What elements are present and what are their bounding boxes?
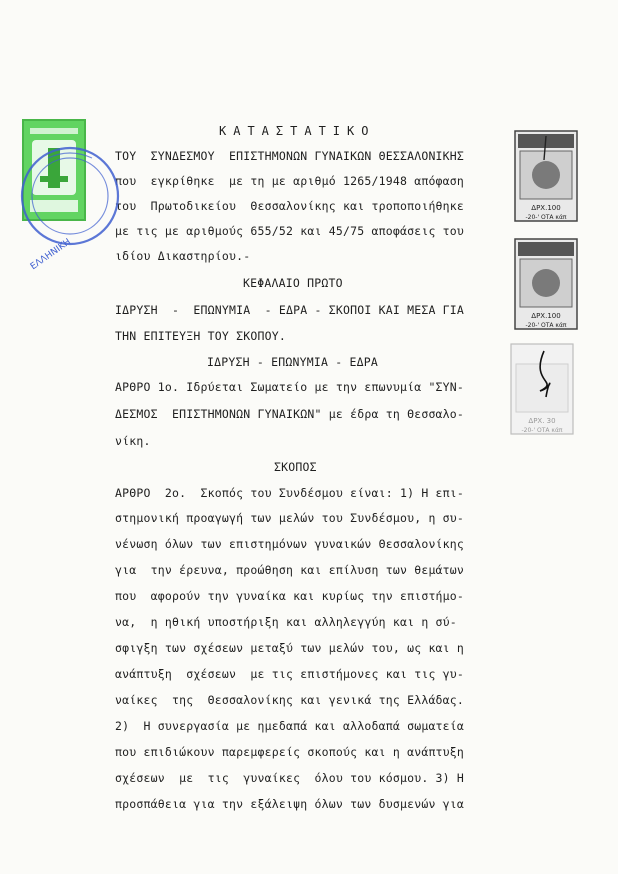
revenue-stamp (514, 130, 578, 222)
stamp-footer: -20-' ΟΤΑ κάπ (521, 427, 563, 434)
intro-line: που εγκρίθηκε με τη με αριθμό 1265/1948 απόφαση (115, 174, 465, 188)
stamp-footer: -20-' ΟΤΑ κάπ (525, 322, 567, 329)
intro-line: ΤΟΥ ΣΥΝΔΕΣΜΟΥ ΕΠΙΣΤΗΜΟΝΩΝ ΓΥΝΑΙΚΩΝ ΘΕΣΣΑΛΟΝΙΚΗΣ (115, 149, 465, 163)
article-line: ανάπτυξη σχέσεων με τις επιστήμονες και τις γυ- (115, 667, 465, 681)
article-line: 2) Η συνεργασία με ημεδαπά και αλλοδαπά σωματεία (115, 719, 465, 733)
stamp-value: ΔΡΧ. 30 (528, 417, 556, 425)
revenue-stamp (514, 238, 578, 330)
stamp-footer: -20-' ΟΤΑ κάπ (525, 214, 567, 221)
article-line: νίκη. (115, 434, 151, 448)
article-line: στημονική προαγωγή των μελών του Συνδέσμου, η συ- (115, 511, 465, 525)
document-title: ΚΑΤΑΣΤΑΤΙΚΟ (219, 124, 376, 138)
article-line: ΑΡΘΡΟ 1ο. Ιδρύεται Σωματείο με την επωνυμία "ΣΥΝ- (115, 380, 465, 394)
article-line: ΔΕΣΜΟΣ ΕΠΙΣΤΗΜΟΝΩΝ ΓΥΝΑΙΚΩΝ" με έδρα τη Θεσσαλο- (115, 407, 465, 421)
article-line: που αφορούν την γυναίκα και κυρίως την επιστήμο- (115, 589, 465, 603)
article-line: σφιγξη των σχέσεων μεταξύ των μελών του, ως και η (115, 641, 465, 655)
article-line: για την έρευνα, προώθηση και επίλυση των θεμάτων (115, 563, 465, 577)
article-line: νένωση όλων των επιστημόνων γυναικών Θεσσαλονίκης (115, 537, 465, 551)
green-stamp-with-seal (18, 118, 133, 273)
chapter-heading: ΚΕΦΑΛΑΙΟ ΠΡΩΤΟ (243, 276, 343, 290)
article-line: σχέσεων με τις γυναίκες όλου του κόσμου. 3) Η (115, 771, 465, 785)
article-line: ΑΡΘΡΟ 2ο. Σκοπός του Συνδέσμου είναι: 1) Η επι- (115, 486, 465, 500)
intro-line: με τις με αριθμούς 655/52 και 45/75 αποφάσεις του (115, 224, 465, 238)
chapter-subject-line: ΤΗΝ ΕΠΙΤΕΥΞΗ ΤΟΥ ΣΚΟΠΟΥ. (115, 329, 286, 343)
chapter-subject-line: ΙΔΡΥΣΗ - ΕΠΩΝΥΜΙΑ - ΕΔΡΑ - ΣΚΟΠΟΙ ΚΑΙ ΜΕΣΑ ΓΙΑ (115, 303, 465, 317)
revenue-stamp-faded (510, 343, 578, 435)
article-line: να, η ηθική υποστήριξη και αλληλεγγύη και η σύ- (115, 615, 457, 629)
article-line: ναίκες της Θεσσαλονίκης και γενικά της Ελλάδας. (115, 693, 465, 707)
section-heading: ΣΚΟΠΟΣ (274, 460, 317, 474)
seal-text: ΕΛΛΗΝΙΚΗ (28, 237, 73, 273)
stamp-value: ΔΡΧ.100 (531, 312, 561, 320)
section-heading: ΙΔΡΥΣΗ - ΕΠΩΝΥΜΙΑ - ΕΔΡΑ (207, 355, 378, 369)
intro-line: του Πρωτοδικείου Θεσσαλονίκης και τροποποιήθηκε (115, 199, 465, 213)
intro-line: ιδίου Δικαστηρίου.- (115, 249, 251, 263)
stamp-value: ΔΡΧ.100 (531, 204, 561, 212)
article-line: που επιδιώκουν παρεμφερείς σκοπούς και η ανάπτυξη (115, 745, 465, 759)
article-line: προσπάθεια για την εξάλειψη όλων των δυσμενών για (115, 797, 465, 811)
